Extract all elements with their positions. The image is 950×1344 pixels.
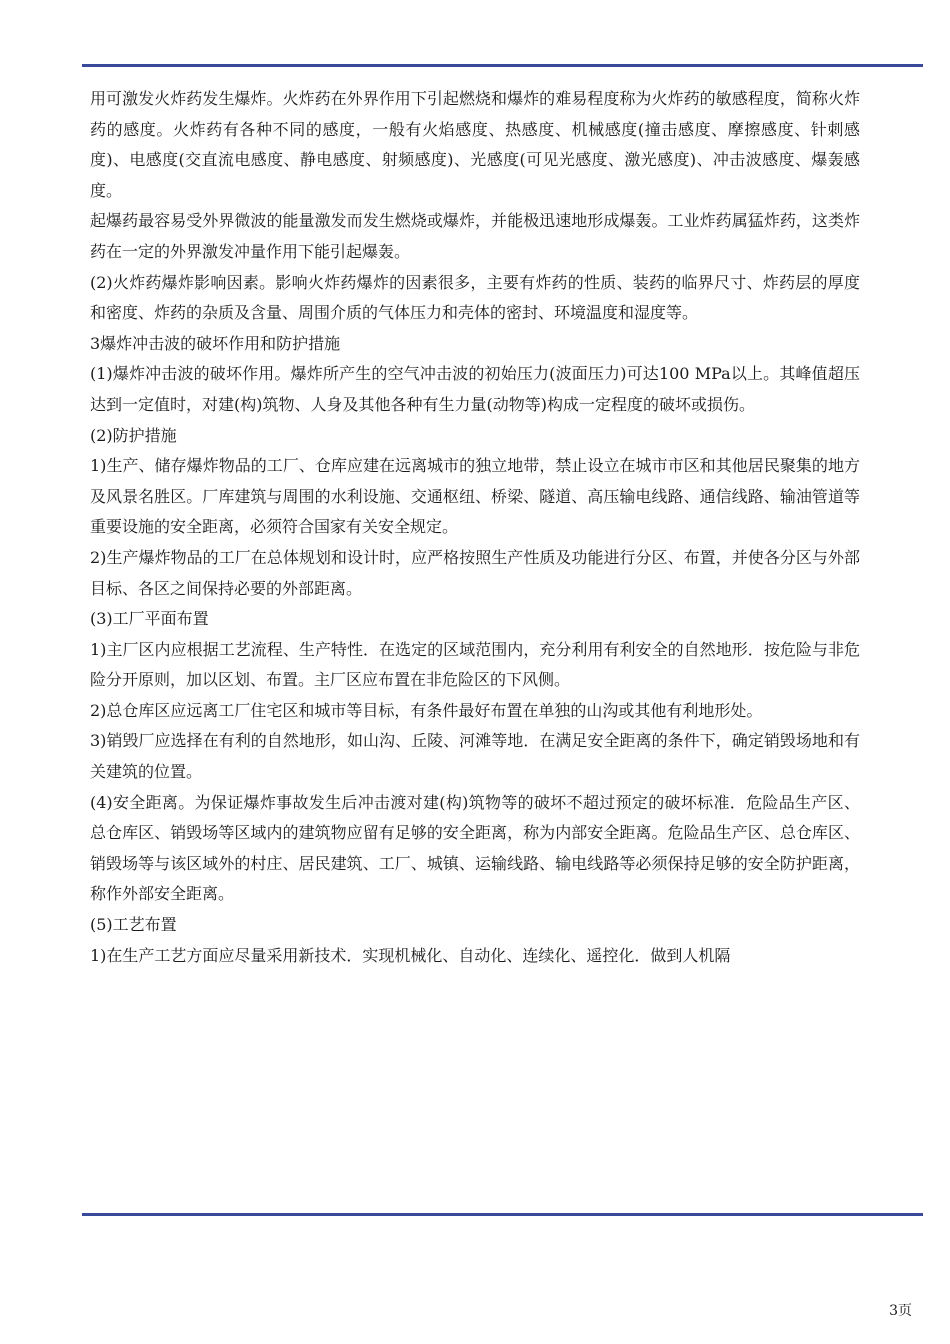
document-body: [90, 84, 860, 971]
section-heading-shockwave: 3爆炸冲击波的破坏作用和防护措施: [90, 333, 341, 353]
paragraph-sensitivity: 用可激发火炸药发生爆炸。火炸药在外界作用下引起燃烧和爆炸的难易程度称为火炸药的敏感程度，简称火炸药的感度。火炸药有各种不同的感度，一般有火焰感度、热感度、机械感度(撞击感度、摩擦感度、针刺感度)、电感度(交直流电感度、静电感度、射频感度)、光感度(可见光感度、激光感度)、冲击波感度、爆轰感度。: [90, 89, 860, 200]
paragraph-protection-2: 2)生产爆炸物品的工厂在总体规划和设计时，应严格按照生产性质及功能进行分区、布置，并使各分区与外部目标、各区之间保持必要的外部距离。: [90, 547, 860, 598]
subheading-protection: (2)防护措施: [90, 425, 177, 445]
header-rule: [82, 64, 923, 67]
paragraph-shockwave-damage: (1)爆炸冲击波的破坏作用。爆炸所产生的空气冲击波的初始压力(波面压力)可达100 MPa以上。其峰值超压达到一定值时，对建(构)筑物、人身及其他各种有生力量(动物等)构成一定程度的破坏或损伤。: [90, 364, 860, 414]
paragraph-primary-explosive: 起爆药最容易受外界微波的能量激发而发生燃烧或爆炸，并能极迅速地形成爆轰。工业炸药属猛炸药，这类炸药在一定的外界激发冲量作用下能引起爆轰。: [90, 211, 860, 261]
subheading-factory-layout: (3)工厂平面布置: [90, 609, 209, 629]
paragraph-safety-distance: (4)安全距离。为保证爆炸事故发生后冲击渡对建(构)筑物等的破坏不超过预定的破坏标准．危险品生产区、总仓库区、销毁场等区域内的建筑物应留有足够的安全距离，称为内部安全距离。危险品生产区、总仓库区、销毁场等与该区域外的村庄、居民建筑、工厂、城镇、运输线路、输电线路等必须保持足够的安全防护距离，称作外部安全距离。: [90, 792, 860, 904]
page-number: 3页: [889, 1303, 912, 1319]
paragraph-layout-3: 3)销毁厂应选择在有利的自然地形，如山沟、丘陵、河滩等地．在满足安全距离的条件下，确定销毁场地和有关建筑的位置。: [90, 731, 860, 782]
paragraph-influence-factors: (2)火炸药爆炸影响因素。影响火炸药爆炸的因素很多，主要有炸药的性质、装药的临界尺寸、炸药层的厚度和密度、炸药的杂质及含量、周围介质的气体压力和壳体的密封、环境温度和湿度等。: [90, 272, 860, 323]
subheading-process-layout: (5)工艺布置: [90, 915, 177, 935]
footer-rule: [82, 1213, 923, 1216]
paragraph-process-1: 1)在生产工艺方面应尽量采用新技术．实现机械化、自动化、连续化、遥控化．做到人机隔: [90, 945, 731, 965]
paragraph-layout-1: 1)主厂区内应根据工艺流程、生产特性．在选定的区域范围内，充分利用有利安全的自然地形．按危险与非危险分开原则，加以区划、布置。主厂区应布置在非危险区的下风侧。: [90, 639, 860, 690]
paragraph-layout-2: 2)总仓库区应远离工厂住宅区和城市等目标，有条件最好布置在单独的山沟或其他有利地形处。: [90, 700, 763, 720]
paragraph-protection-1: 1)生产、储存爆炸物品的工厂、仓库应建在远离城市的独立地带，禁止设立在城市市区和其他居民聚集的地方及风景名胜区。厂库建筑与周围的水利设施、交通枢纽、桥梁、隧道、高压输电线路、通信线路、输油管道等重要设施的安全距离，必须符合国家有关安全规定。: [90, 456, 860, 537]
